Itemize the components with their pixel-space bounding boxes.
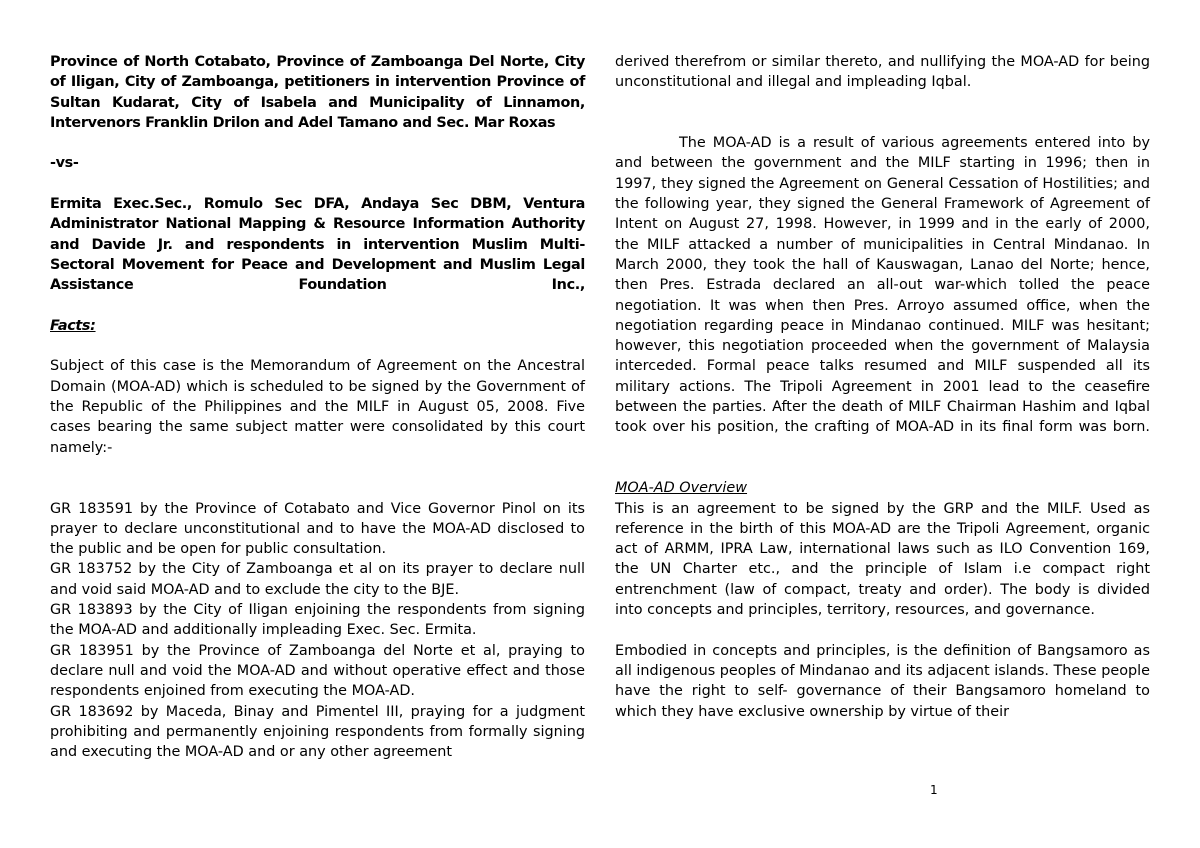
concepts-paragraph: Embodied in concepts and principles, is the definition of Bangsamoro as all indigenous peoples of Mindanao and its adjacent islands. These people have the right to self- governance of their Bangsamoro homeland to which they have exclusive ownership by virtue of their [615,642,1150,720]
left-column [50,52,585,762]
versus-label: -vs- [50,155,79,172]
respondents-caption: Ermita Exec.Sec., Romulo Sec DFA, Andaya Sec DBM, Ventura Administrator National Mapping & Resource Information Authority and Davide Jr. and respondents in intervention Muslim Multi-Sectoral Movement for Peace and Development and Muslim Legal Assistance Foundation Inc., [50,196,585,294]
petitioners-caption: Province of North Cotabato, Province of Zamboanga Del Norte, City of Iligan, City of Zamboanga, petitioners in intervention Province of Sultan Kudarat, City of Isabela and Municipality of Linnamon, Intervenors Franklin Drilon and Adel Tamano and Sec. Mar Roxas [50,54,585,131]
continuation-paragraph: derived therefrom or similar thereto, and nullifying the MOA-AD for being unconstitutional and illegal and impleading Iqbal. [615,54,1150,91]
facts-heading: Facts: [50,317,96,334]
case-item: GR 183591 by the Province of Cotabato and Vice Governor Pinol on its prayer to declare unconstitutional and to have the MOA-AD disclosed to the public and be open for public consultation. [50,500,585,558]
case-item: GR 183692 by Maceda, Binay and Pimentel III, praying for a judgment prohibiting and permanently enjoining respondents from formally signing and executing the MOA-AD and or any other agreement [50,703,585,761]
overview-paragraph: This is an agreement to be signed by the GRP and the MILF. Used as reference in the birth of this MOA-AD are the Tripoli Agreement, organic act of ARMM, IPRA Law, international laws such as ILO Convention 169, the UN Charter etc., and the principle of Islam i.e compact right entrenchment (law of compact, treaty and order). The body is divided into concepts and principles, territory, resources, and governance. [615,500,1150,619]
case-item: GR 183951 by the Province of Zamboanga del Norte et al, praying to declare null and void the MOA-AD and without operative effect and those respondents enjoined from executing the MOA-AD. [50,642,585,700]
case-item: GR 183893 by the City of Iligan enjoining the respondents from signing the MOA-AD and additionally impleading Exec. Sec. Ermita. [50,602,585,639]
case-item: GR 183752 by the City of Zamboanga et al on its prayer to declare null and void said MOA-AD and to exclude the city to the BJE. [50,561,585,598]
overview-heading: MOA-AD Overview [615,480,748,497]
facts-paragraph: Subject of this case is the Memorandum of Agreement on the Ancestral Domain (MOA-AD) which is scheduled to be signed by the Government of the Republic of the Philippines and the MILF in August 05, 2008. Five cases bearing the same subject matter were consolidated by this court namely:- [50,358,585,456]
page-number: 1 [930,783,938,797]
right-column [615,52,1150,722]
history-paragraph: The MOA-AD is a result of various agreements entered into by and between the government and the MILF starting in 1996; then in 1997, they signed the Agreement on General Cessation of Hostilities; and the following year, they signed the General Framework of Agreement of Intent on August 27, 1998. However, in 1999 and in the early of 2000, the MILF attacked a number of municipalities in Central Mindanao. In March 2000, they took the hall of Kauswagan, Lanao del Norte; hence, then Pres. Estrada declared an all-out war-which tolled the peace negotiation. It was when then Pres. Arroyo assumed office, when the negotiation regarding peace in Mindanao continued. MILF was hesitant; however, this negotiation proceeded when the government of Malaysia interceded. Formal peace talks resumed and MILF suspended all its military actions. The Tripoli Agreement in 2001 lead to the ceasefire between the parties. After the death of MILF Chairman Hashim and Iqbal took over his position, the crafting of MOA-AD in its final form was born. [615,135,1150,436]
